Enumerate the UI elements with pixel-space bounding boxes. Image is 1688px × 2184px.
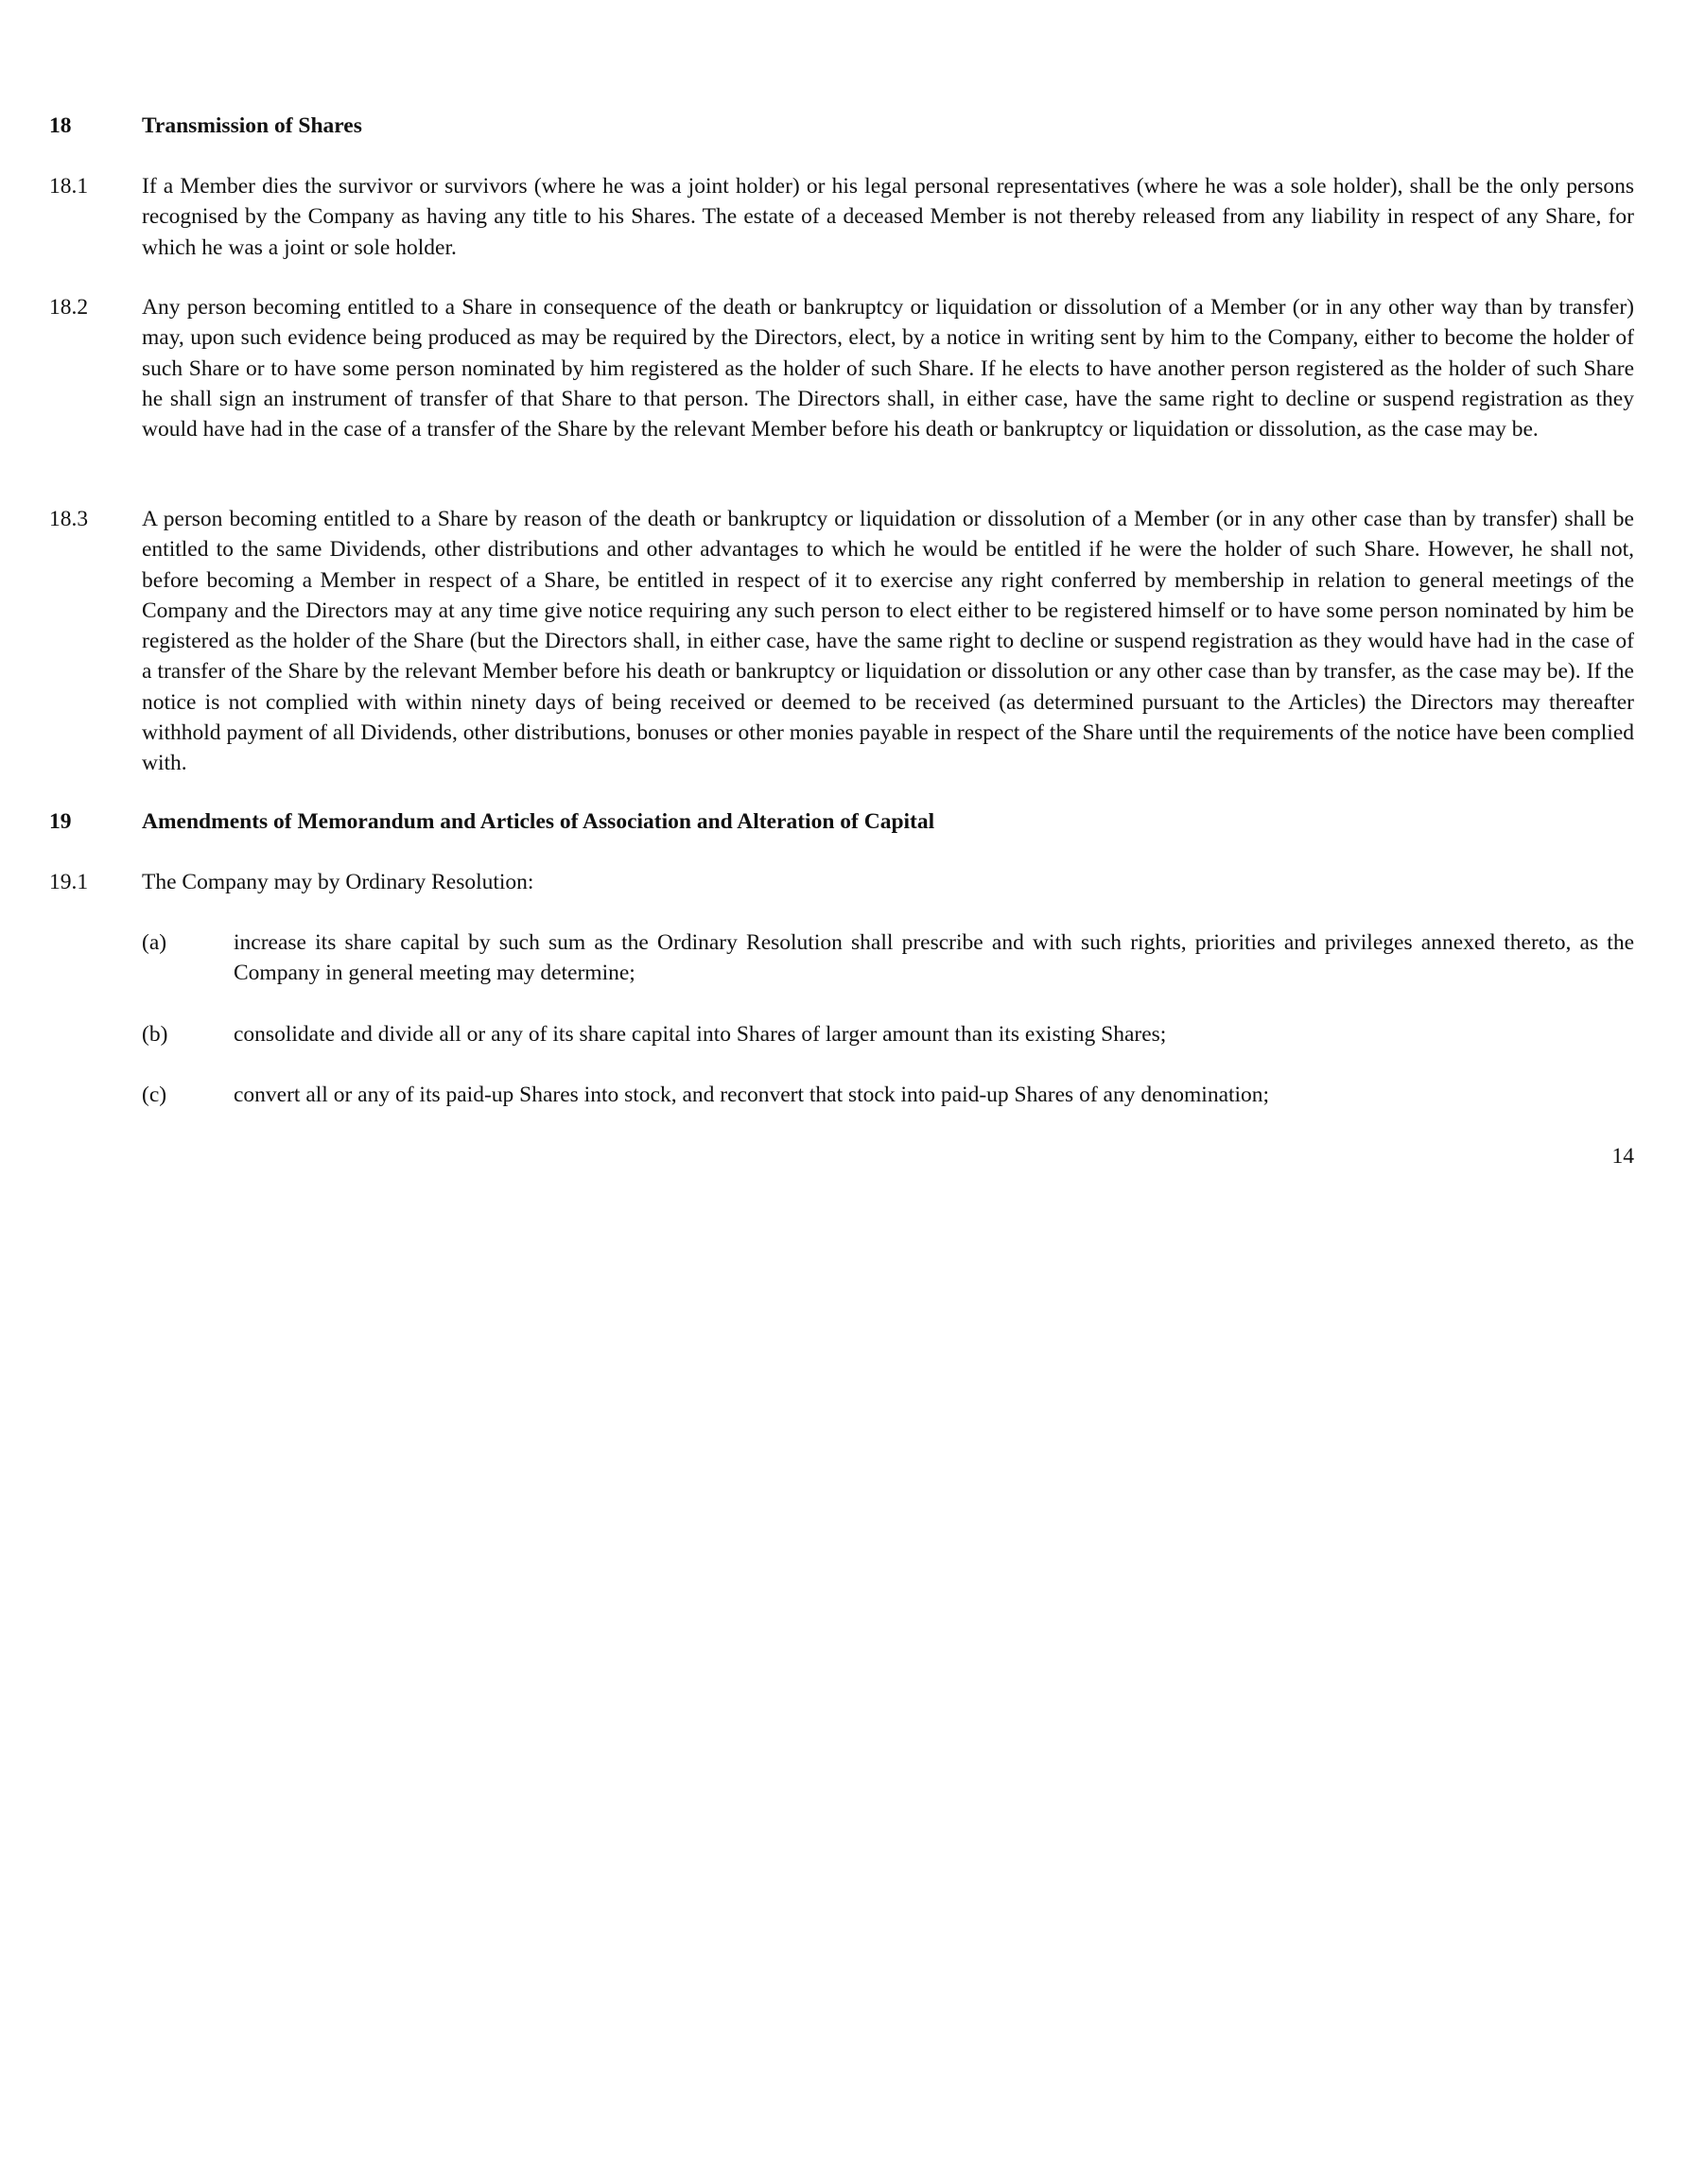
sub-item-label: (a) — [142, 930, 167, 955]
clause-number: 18.1 — [49, 174, 89, 199]
sub-item-b — [142, 1019, 1634, 1049]
sub-item-text: consolidate and divide all or any of its share capital into Shares of larger amount than its existing Shares; — [234, 1022, 1167, 1047]
sub-item-text: convert all or any of its paid-up Shares into stock, and reconvert that stock into paid-up Shares of any denomination; — [234, 1083, 1270, 1107]
clause-18-1 — [49, 171, 1634, 263]
sub-item-text: increase its share capital by such sum as the Ordinary Resolution shall prescribe and with such rights, priorities and privileges annexed thereto, as the Company in general meeting may determine; — [234, 930, 1634, 986]
clause-text: A person becoming entitled to a Share by reason of the death or bankruptcy or liquidation or dissolution of a Member (or in any other case than by transfer) shall be entitled to the same Dividends, other distributions and other advantages to which he would be entitled if he were the holder of such Share. However, he shall not, before becoming a Member in respect of a Share, be entitled in respect of it to exercise any right conferred by membership in relation to general meetings of the Company and the Directors may at any time give notice requiring any such person to elect either to be registered himself or to have some person nominated by him be registered as the holder of the Share (but the Directors shall, in either case, have the same right to decline or suspend registration as they would have had in the case of a transfer of the Share by the relevant Member before his death or bankruptcy or liquidation or dissolution or any other case than by transfer, as the case may be). If the notice is not complied with within ninety days of being received or deemed to be received (as determined pursuant to the Articles) the Directors may thereafter withhold payment of all Dividends, other distributions, bonuses or other monies payable in respect of the Share until the requirements of the notice have been complied with. — [142, 507, 1634, 776]
section-number: 18 — [49, 113, 72, 138]
sub-item-label: (b) — [142, 1022, 168, 1047]
clause-18-2 — [49, 292, 1634, 444]
clause-19-1 — [49, 867, 1634, 897]
sub-item-c — [142, 1080, 1634, 1110]
section-title: Amendments of Memorandum and Articles of Association and Alteration of Capital — [142, 809, 935, 834]
clause-number: 18.3 — [49, 507, 89, 531]
clause-text: The Company may by Ordinary Resolution: — [142, 870, 534, 894]
clause-18-3 — [49, 504, 1634, 779]
sub-item-a — [142, 927, 1634, 989]
clause-number: 19.1 — [49, 870, 89, 894]
clause-text: If a Member dies the survivor or survivors (where he was a joint holder) or his legal personal representatives (where he was a sole holder), shall be the only persons recognised by the Company as having any title to his Shares. The estate of a deceased Member is not thereby released from any liability in respect of any Share, for which he was a joint or sole holder. — [142, 174, 1634, 260]
page-number: 14 — [1611, 1144, 1634, 1169]
section-title: Transmission of Shares — [142, 113, 362, 138]
clause-text: Any person becoming entitled to a Share in consequence of the death or bankruptcy or liquidation or dissolution of a Member (or in any other way than by transfer) may, upon such evidence being produced as may be required by the Directors, elect, by a notice in writing sent by him to the Company, either to become the holder of such Share or to have some person nominated by him registered as the holder of such Share. If he elects to have another person registered as the holder of such Share he shall sign an instrument of transfer of that Share to that person. The Directors shall, in either case, have the same right to decline or suspend registration as they would have had in the case of a transfer of the Share by the relevant Member before his death or bankruptcy or liquidation or dissolution, as the case may be. — [142, 295, 1634, 442]
clause-number: 18.2 — [49, 295, 89, 320]
section-number: 19 — [49, 809, 72, 834]
sub-item-label: (c) — [142, 1083, 167, 1107]
